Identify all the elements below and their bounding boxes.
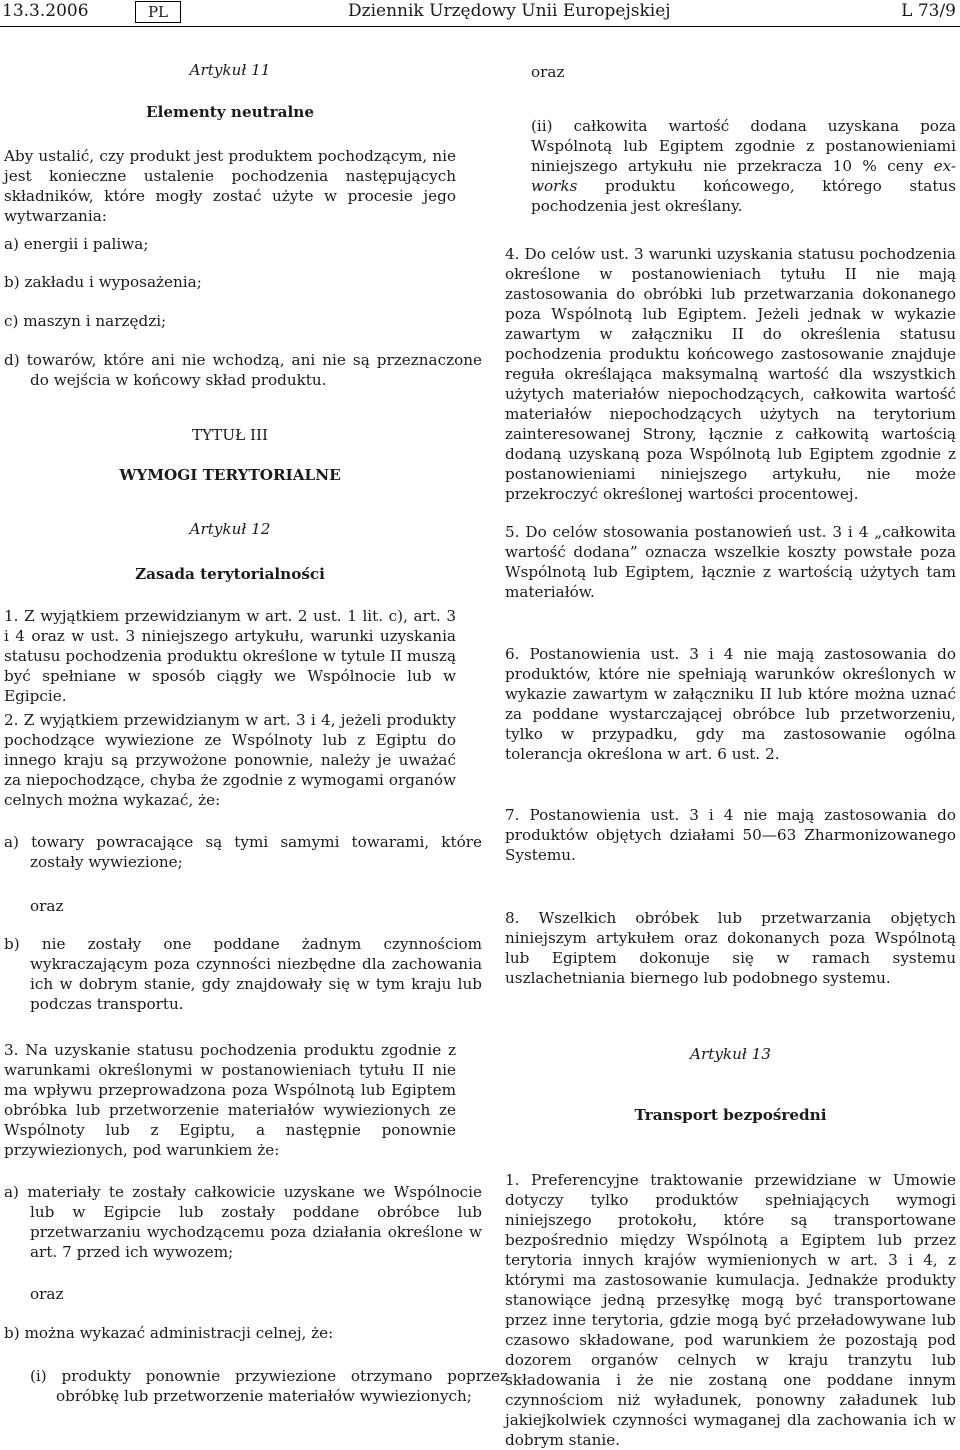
article-12-title: Zasada terytorialności	[135, 565, 325, 583]
conjunction-oraz: oraz	[30, 897, 64, 915]
subpoint-ii-end: produktu końcowego, którego status pochodzenia jest określany.	[531, 177, 957, 215]
conjunction-oraz: oraz	[531, 63, 565, 81]
title-iii-heading: WYMOGI TERYTORIALNE	[119, 466, 341, 484]
article-11-item-a: a) energii i paliwa;	[4, 235, 149, 253]
header-date: 13.3.2006	[2, 1, 89, 21]
header-language-box: PL	[135, 1, 181, 23]
article-12-paragraph-4: 4. Do celów ust. 3 warunki uzyskania statusu pochodzenia określone w postanowieniach tytułu II nie mają zastosowania do obróbki lub przetwarzania dokonanego poza Wspólnotą lub Egiptem. Jeżeli jednak w wykazie zawartym w załączniku II do określenia statusu pochodzenia produktu końcowego zastosowanie znajduje reguła określająca maksymalną wartość dla wszystkich użytych materiałów niepochodzących, całkowita wartość materiałów niepochodzących użytych na terytorium zainteresowanej Strony, łącznie z całkowitą wartością dodaną uzyskaną poza Wspólnotą lub Egiptem zgodnie z postanowieniami niniejszego artykułu, nie może przekroczyć określonej wartości procentowej.	[505, 245, 956, 503]
title-iii-label: TYTUŁ III	[191, 426, 269, 444]
subpoint-ii-text: (ii) całkowita wartość dodana uzyskana poza Wspólnotą lub Egiptem zgodnie z postanowieniami niniejszego artykułu nie przekracza 10 % ceny	[531, 117, 956, 175]
article-13-paragraph-1: 1. Preferencyjne traktowanie przewidziane w Umowie dotyczy tylko produktów spełniających wymogi niniejszego protokołu, które są transportowane bezpośrednio między Wspólnotą a Egiptem lub przez terytoria innych krajów wymienionych w art. 3 i 4, z którymi ma zastosowanie kumulacja. Jednakże produkty stanowiące jedną przesyłkę mogą być transportowane przez inne terytoria, gdzie mogą być przeładowywane lub czasowo składowane, pod warunkiem że pozostają pod dozorem organów celnych w kraju tranzytu lub składowania i że nie zostaną one poddane innym czynnościom niż wyładunek, ponowny załadunek lub jakiejkolwiek czynności wymaganej dla zachowania ich w dobrym stanie.	[505, 1171, 956, 1449]
conjunction-oraz: oraz	[30, 1285, 64, 1303]
article-12-paragraph-3-b: b) można wykazać administracji celnej, że:	[4, 1324, 334, 1342]
header-page-number: L 73/9	[901, 1, 956, 21]
journal-header	[0, 0, 960, 27]
article-11-item-c: c) maszyn i narzędzi;	[4, 312, 167, 330]
article-12-paragraph-6: 6. Postanowienia ust. 3 i 4 nie mają zastosowania do produktów, które nie spełniają warunków określonych w wykazie zawartym w załączniku II lub które można uznać za poddane wystarczającej obróbce lub przetworzeniu, tylko w przypadku, gdy ma zastosowanie ogólna tolerancja określona w art. 6 ust. 2.	[505, 645, 956, 763]
article-12-paragraph-1: 1. Z wyjątkiem przewidzianym w art. 2 ust. 1 lit. c), art. 3 i 4 oraz w ust. 3 niniejszego artykułu, warunki uzyskania statusu pochodzenia produktu określone w tytule II muszą być spełniane w sposób ciągły we Wspólnocie lub w Egipcie.	[4, 607, 456, 705]
article-12-paragraph-5: 5. Do celów stosowania postanowień ust. 3 i 4 „całkowita wartość dodana” oznacza wszelkie koszty powstałe poza Wspólnotą lub Egiptem, łącznie z wartością użytych tam materiałów.	[505, 523, 956, 601]
article-11-intro: Aby ustalić, czy produkt jest produktem pochodzącym, nie jest konieczne ustalenie pochodzenia następujących składników, które mogły zostać użyte w procesie jego wytwarzania:	[4, 147, 456, 225]
article-13-title: Transport bezpośredni	[634, 1106, 827, 1124]
article-12-paragraph-3: 3. Na uzyskanie statusu pochodzenia produktu zgodnie z warunkami określonymi w postanowieniach tytułu II nie ma wpływu przeprowadzona poza Wspólnotą lub Egiptem obróbka lub przetworzenie materiałów wywiezionych ze Wspólnoty lub z Egiptu, a następnie ponownie przywiezionych, pod warunkiem że:	[4, 1041, 456, 1159]
article-12-label: Artykuł 12	[189, 520, 271, 538]
article-13-label: Artykuł 13	[690, 1045, 771, 1063]
article-12-paragraph-2-b: b) nie zostały one poddane żadnym czynnościom wykraczającym poza czynności niezbędne dla zachowania ich w dobrym stanie, gdy znajdowały się w tym kraju lub podczas transportu.	[4, 935, 482, 1013]
article-12-paragraph-2-a: a) towary powracające są tymi samymi towarami, które zostały wywiezione;	[4, 833, 482, 871]
article-11-item-d: d) towarów, które ani nie wchodzą, ani nie są przeznaczone do wejścia w końcowy skład produktu.	[4, 351, 482, 389]
article-11-label: Artykuł 11	[189, 61, 271, 79]
article-12-paragraph-8: 8. Wszelkich obróbek lub przetwarzania objętych niniejszym artykułem oraz dokonanych poza Wspólnotą lub Egiptem dokonuje się w ramach systemu uszlachetniania biernego lub podobnego systemu.	[505, 909, 956, 987]
article-12-paragraph-3-b-i: (i) produkty ponownie przywiezione otrzymano poprzez obróbkę lub przetworzenie materiałów wywiezionych;	[30, 1367, 508, 1405]
article-11-item-b: b) zakładu i wyposażenia;	[4, 273, 202, 291]
article-12-paragraph-2: 2. Z wyjątkiem przewidzianym w art. 3 i 4, jeżeli produkty pochodzące wywiezione ze Wspólnoty lub z Egiptu do innego kraju są przywożone ponownie, należy je uważać za niepochodzące, chyba że zgodnie z wymogami organów celnych można wykazać, że:	[4, 711, 456, 809]
article-11-title: Elementy neutralne	[146, 103, 314, 121]
subpoint-ii	[531, 116, 956, 216]
header-journal-title: Dziennik Urzędowy Unii Europejskiej	[348, 1, 671, 21]
article-12-paragraph-7: 7. Postanowienia ust. 3 i 4 nie mają zastosowania do produktów objętych działami 50—63 Zharmonizowanego Systemu.	[505, 806, 956, 864]
article-12-paragraph-3-a: a) materiały te zostały całkowicie uzyskane we Wspólnocie lub w Egipcie lub zostały poddane obróbce lub przetwarzaniu wychodzącemu poza działania określone w art. 7 przed ich wywozem;	[4, 1183, 482, 1261]
ex-works-term: ex-works	[531, 157, 957, 195]
